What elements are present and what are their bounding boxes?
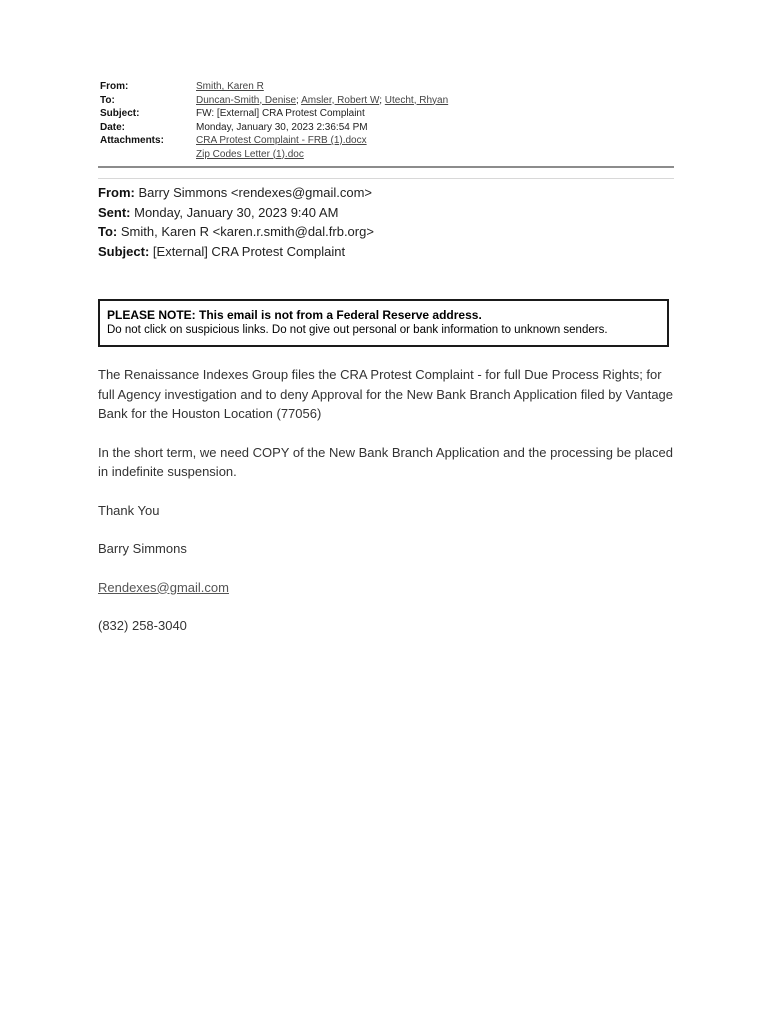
signature-phone: (832) 258-3040 — [98, 618, 187, 633]
forwarded-to-row — [98, 222, 678, 242]
forwarded-from-value: Barry Simmons <rendexes@gmail.com> — [134, 185, 373, 200]
attachment-link[interactable]: CRA Protest Complaint - FRB (1).docx — [196, 135, 367, 146]
header-attachments-label: Attachments: — [100, 135, 164, 146]
header-to-recipient-link[interactable]: Utecht, Rhyan — [384, 94, 449, 106]
header-divider — [98, 166, 674, 168]
header-divider-thin — [98, 178, 674, 179]
forwarded-subject-value: [External] CRA Protest Complaint — [149, 243, 346, 259]
header-date-row — [100, 121, 674, 135]
body-paragraph: In the short term, we need COPY of the New Bank Branch Application and the processing be placed in indefinite suspension. — [98, 444, 673, 479]
header-date-value: Monday, January 30, 2023 2:36:54 PM — [196, 121, 368, 133]
closing-thanks: Thank You — [98, 502, 160, 518]
warning-body: Do not click on suspicious links. Do not give out personal or bank information to unknown senders. — [107, 324, 608, 336]
attachments-list — [196, 134, 674, 161]
header-subject-value: FW: [External] CRA Protest Complaint — [196, 108, 365, 119]
header-to-row — [100, 94, 674, 108]
recipient-separator: ; — [379, 94, 383, 106]
email-body — [98, 365, 678, 655]
header-to-label: To: — [100, 94, 115, 106]
forwarded-subject-label: Subject: — [98, 243, 150, 259]
header-subject-row — [100, 107, 674, 121]
forwarded-from-label: From: — [98, 185, 135, 200]
body-paragraph: The Renaissance Indexes Group files the CRA Protest Complaint - for full Due Process Rights; for full Agency investigation and to deny Approval for the New Bank Branch Application filed by Vantage Bank for the Houston Location (77056) — [98, 367, 674, 421]
header-to-recipients — [196, 94, 674, 108]
signature-name: Barry Simmons — [98, 541, 187, 556]
attachment-link[interactable]: Zip Codes Letter (1).doc — [196, 148, 304, 160]
forwarded-sent-label: Sent: — [98, 204, 131, 220]
header-from-link[interactable]: Smith, Karen R — [196, 81, 264, 92]
header-subject-label: Subject: — [100, 108, 140, 119]
forwarded-to-value: Smith, Karen R <karen.r.smith@dal.frb.org> — [117, 224, 374, 239]
header-to-recipient-link[interactable]: Duncan-Smith, Denise — [196, 94, 297, 106]
signature-email-link[interactable]: Rendexes@gmail.com — [98, 579, 229, 595]
header-from-label: From: — [100, 81, 129, 92]
email-header — [100, 80, 674, 161]
forwarded-subject-row — [98, 242, 678, 262]
header-from-row — [100, 80, 674, 94]
forwarded-to-label: To: — [98, 224, 118, 239]
forwarded-header — [98, 183, 678, 261]
header-attachments-row — [100, 134, 674, 161]
forwarded-sent-row — [98, 203, 678, 223]
recipient-separator: ; — [296, 94, 299, 106]
forwarded-from-row — [98, 183, 678, 203]
warning-title: PLEASE NOTE: This email is not from a Federal Reserve address. — [107, 308, 482, 322]
external-email-warning-box — [98, 299, 669, 347]
header-date-label: Date: — [100, 121, 126, 133]
header-to-recipient-link[interactable]: Amsler, Robert W — [301, 94, 380, 106]
forwarded-sent-value: Monday, January 30, 2023 9:40 AM — [130, 204, 339, 220]
